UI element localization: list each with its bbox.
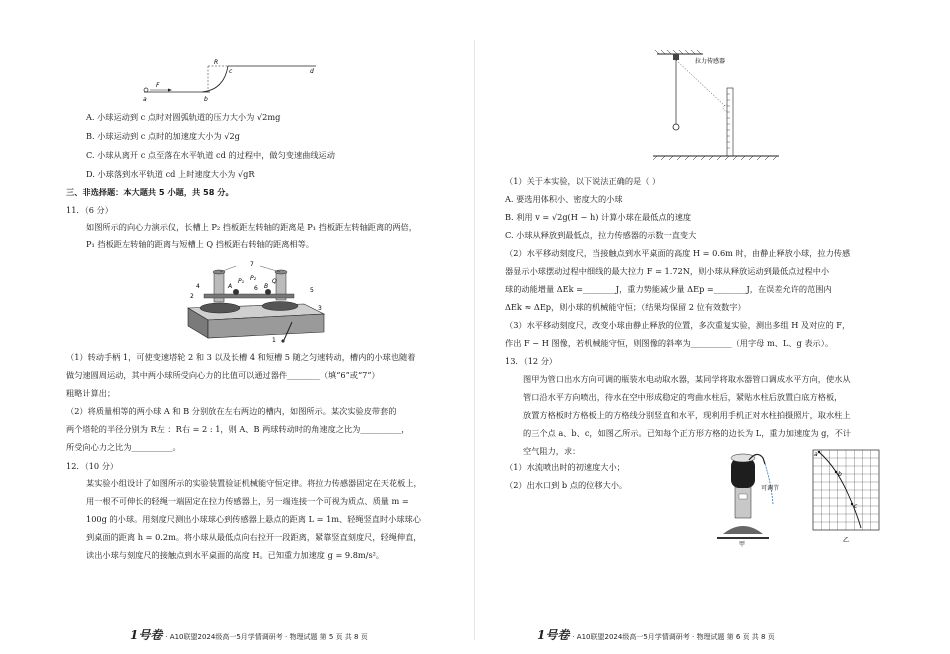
q12-header: 12．（10 分）	[66, 461, 119, 471]
q13-part-1: （1）水流喷出时的初速度大小；	[505, 462, 625, 472]
q11-intro-1: 如图所示的向心力演示仪，长槽上 P₂ 挡板距左转轴的距离是 P₁ 挡板距左转轴距离的两倍，	[86, 222, 417, 232]
q13-intro-4: 的三个点 a、b、c，如图乙所示。已知每个正方形方格的边长为 L，重力加速度为 g，不计	[523, 428, 851, 438]
q12-part-3-line-2: 作出 F − H 图像，若机械能守恒，则图像的斜率为__________（用字母 m、L、g 表示）。	[505, 338, 834, 348]
fig-label-4: 4	[196, 283, 200, 290]
adjustable-label: 可调节	[761, 485, 780, 492]
q11-header: 11．（6 分）	[66, 205, 113, 215]
q13-intro-5: 空气阻力，求：	[523, 446, 581, 456]
footer-text: · A10联盟2024级高一5月学情调研考 · 物理试题 第 6 页 共 8 页	[572, 633, 775, 641]
point-a-label: a	[814, 451, 818, 458]
water-dispenser-figure	[713, 448, 803, 548]
q11-intro-2: P₁ 挡板距左转轴的距离与短槽上 Q 挡板距右转轴的距离相等。	[86, 239, 314, 249]
fig-label-1: 1	[272, 337, 276, 344]
centripetal-apparatus-figure	[180, 258, 330, 344]
fig-label-B: B	[264, 283, 269, 290]
q12-part-2-line-3: 球的动能增量 ΔEk =________J，重力势能减少量 ΔEp =________J，在误差允许的范围内	[505, 284, 832, 294]
brand-logo: 1号卷	[130, 628, 163, 642]
q11-part-1-line-2: 做匀速圆周运动，其中两小球所受向心力的比值可以通过器件________（填“6”或“7”）	[66, 370, 380, 380]
label-F: F	[156, 82, 160, 89]
q12-option-c: C. 小球从释放到最低点，拉力传感器的示数一直变大	[505, 230, 697, 240]
q13-intro-2: 管口沿水平方向喷出，待水在空中形成稳定的弯曲水柱后，紧贴水柱后放置白底方格板，	[523, 392, 843, 402]
fig-label-2: 2	[190, 293, 194, 300]
q11-part-2-line-1: （2）将质量相等的两小球 A 和 B 分别放在左右两边的槽内，如图所示。某次实验皮带套的	[66, 406, 397, 416]
option-b: B. 小球运动到 c 点时的加速度大小为 √2g	[86, 131, 240, 141]
q11-part-2-line-2: 两个塔轮的半径分别为 R左 ：R右 = 2 : 1，则 A、B 两球转动时的角速度之比为__________，	[66, 424, 410, 434]
q11-part-2-line-3: 所受向心力之比为__________。	[66, 442, 181, 452]
q12-part-3-line-1: （3）水平移动刻度尺，改变小球由静止释放的位置，多次重复实验，测出多组 H 及对应的 F，	[505, 320, 851, 330]
fig-label-P1: P₁	[238, 278, 245, 285]
footer-right	[537, 627, 775, 643]
point-c-label: c	[854, 503, 858, 510]
q12-part-1: （1）关于本实验，以下说法正确的是（ ）	[505, 176, 661, 186]
label-b: b	[204, 96, 208, 103]
q12-option-a: A. 要选用体积小、密度大的小球	[505, 194, 623, 204]
q13-header: 13．（12 分）	[505, 356, 558, 366]
q12-option-b: B. 利用 v = √2g(H − h) 计算小球在最低点的速度	[505, 212, 692, 222]
pendulum-apparatus-figure	[653, 50, 783, 162]
footer-left	[130, 627, 368, 643]
label-c: c	[229, 68, 233, 75]
q12-part-2-line-2: 器显示小球摆动过程中细线的最大拉力 F = 1.72N，则小球从释放运动到最低点过程中小	[505, 266, 830, 276]
option-d: D. 小球落到水平轨道 cd 上时速度大小为 √gR	[86, 169, 255, 179]
q12-intro-2: 用一根不可伸长的轻绳一端固定在拉力传感器上，另一端连接一个可视为质点、质量 m =	[86, 496, 409, 506]
section-title: 三、非选择题：本大题共 5 小题，共 58 分。	[66, 187, 234, 197]
fig-label-5: 5	[310, 287, 314, 294]
figure-yi-label: 乙	[843, 537, 850, 544]
track-figure	[140, 58, 330, 106]
option-a: A. 小球运动到 c 点时对圆弧轨道的压力大小为 √2mg	[86, 112, 281, 122]
brand-logo: 1号卷	[537, 628, 570, 642]
q12-intro-4: 到桌面的距离 h = 0.2m。将小球从最低点向右拉开一段距离，紧靠竖直刻度尺，轻绳伸直，	[86, 532, 422, 542]
point-b-label: b	[838, 471, 842, 478]
q11-part-1-line-1: （1）转动手柄 1，可使变速塔轮 2 和 3 以及长槽 4 和短槽 5 随之匀速转动，槽内的小球也随着	[66, 352, 416, 362]
q12-intro-3: 100g 的小球。用刻度尺测出小球球心到传感器上悬点的距离 L = 1m、轻绳竖直时小球球心	[86, 514, 421, 524]
exam-page-6	[475, 0, 950, 654]
fig-label-3: 3	[318, 305, 322, 312]
q12-intro-5: 读出小球与刻度尺的接触点到水平桌面的高度 H。已知重力加速度 g = 9.8m/s²。	[86, 550, 385, 560]
q12-intro-1: 某实验小组设计了如图所示的实验装置验证机械能守恒定律。将拉力传感器固定在天花板上，	[86, 478, 422, 488]
q13-part-2: （2）出水口到 b 点的位移大小。	[505, 480, 628, 490]
q13-intro-1: 图甲为管口出水方向可调的瓶装水电动取水器，某同学将取水器管口调成水平方向，使水从	[523, 374, 851, 384]
option-c: C. 小球从离开 c 点至落在水平轨道 cd 的过程中，做匀变速曲线运动	[86, 150, 335, 160]
q12-part-2-line-4: ΔEk ≈ ΔEp，则小球的机械能守恒；（结果均保留 2 位有效数字）	[505, 302, 746, 312]
sensor-label: 拉力传感器	[695, 58, 726, 65]
label-a: a	[143, 96, 147, 103]
footer-text: · A10联盟2024级高一5月学情调研考 · 物理试题 第 5 页 共 8 页	[165, 633, 368, 641]
q13-intro-3: 放置方格板时方格板上的方格线分别竖直和水平，现利用手机正对水柱拍摄照片，取水柱上	[523, 410, 851, 420]
figure-jia-label: 甲	[739, 541, 746, 548]
label-R: R	[214, 59, 219, 66]
q11-part-1-line-3: 粗略计算出；	[66, 388, 116, 398]
fig-label-Q: Q	[272, 278, 277, 285]
fig-label-6: 6	[254, 285, 258, 292]
label-d: d	[310, 68, 314, 75]
q12-part-2-line-1: （2）水平移动刻度尺，当接触点到水平桌面的高度 H = 0.6m 时，由静止释放小球，拉力传感	[505, 248, 851, 258]
fig-label-A: A	[228, 283, 233, 290]
fig-label-P2: P₂	[250, 275, 257, 282]
trajectory-grid-figure	[805, 448, 885, 548]
fig-label-7: 7	[250, 261, 254, 268]
